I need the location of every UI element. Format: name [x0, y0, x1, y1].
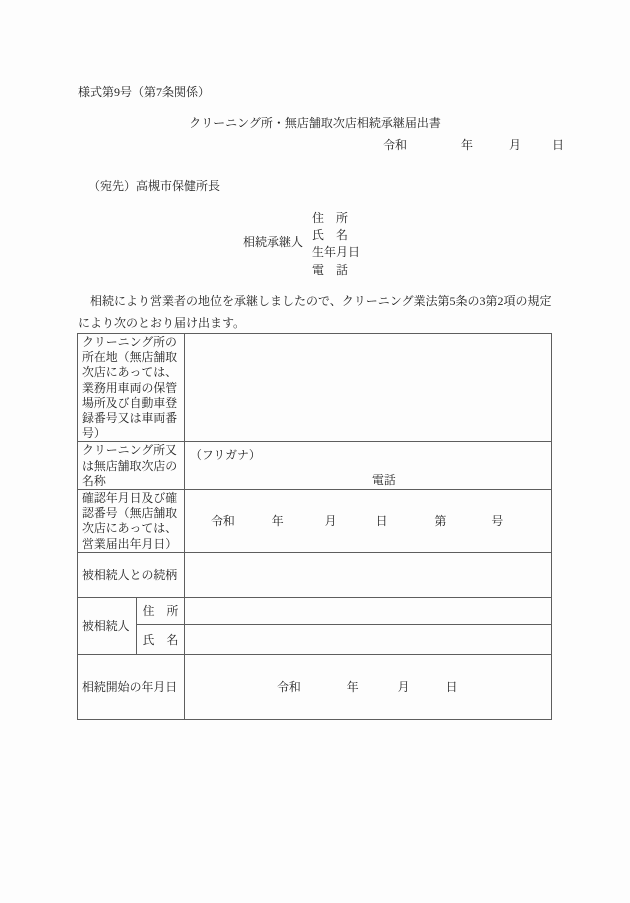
table-row [78, 597, 552, 624]
successor-phone-label: 電 話 [312, 262, 349, 277]
statement-line-2: により次のとおり届け出ます。 [78, 316, 246, 330]
inheritance-era-label: 令和 [277, 680, 301, 695]
confirmation-number-prefix-label: 第 [434, 514, 447, 529]
location-value-cell [185, 334, 552, 442]
table-row [78, 442, 552, 490]
inheritance-year-label: 年 [346, 680, 359, 695]
table-row [78, 552, 552, 597]
inheritance-start-label-cell: 相続開始の年月日 [78, 654, 185, 719]
table-row [78, 490, 552, 553]
confirmation-era-label: 令和 [211, 514, 235, 529]
header-era-label: 令和 [383, 138, 408, 152]
inheritance-day-label: 日 [445, 680, 458, 695]
confirmation-year-label: 年 [271, 514, 284, 529]
name-value-cell [185, 442, 552, 490]
table-row [78, 654, 552, 719]
successor-name-label: 氏 名 [312, 228, 349, 243]
location-label-cell: クリーニング所の所在地（無店舗取次店にあっては、業務用車両の保管場所及び自動車登録番号又は車両番号） [78, 334, 185, 442]
decedent-name-value-cell [185, 624, 552, 654]
header-month-label: 月 [509, 138, 522, 152]
header-day-label: 日 [552, 138, 565, 152]
relationship-label-cell: 被相続人との続柄 [78, 552, 185, 597]
successor-address-label: 住 所 [312, 211, 349, 225]
successor-birthdate-label: 生年月日 [312, 245, 361, 260]
inheritance-month-label: 月 [397, 680, 410, 695]
inheritance-start-date-cell [185, 654, 552, 719]
decedent-address-label-cell: 住 所 [137, 597, 185, 624]
table-row [78, 334, 552, 442]
decedent-label-cell: 被相続人 [78, 597, 137, 654]
addressee-label: （宛先）高槻市保健所長 [88, 179, 221, 193]
name-label-cell: クリーニング所又は無店舗取次店の名称 [78, 442, 185, 490]
successor-label: 相続承継人 [243, 235, 304, 249]
statement-line-1: 相続により営業者の地位を承継しましたので、クリーニング業法第5条の3第2項の規定 [78, 294, 552, 308]
form-title: クリーニング所・無店舗取次店相続承継届出書 [189, 116, 441, 130]
decedent-name-label-cell: 氏 名 [137, 624, 185, 654]
confirmation-label-cell: 確認年月日及び確認番号（無店舗取次店にあっては、営業届出年月日） [78, 490, 185, 553]
relationship-value-cell [185, 552, 552, 597]
phone-label: 電話 [372, 473, 396, 488]
form-number-label: 様式第9号（第7条関係） [78, 85, 211, 99]
table-row [78, 624, 552, 654]
confirmation-date-cell [185, 490, 552, 553]
confirmation-day-label: 日 [375, 514, 388, 529]
successor-fields [312, 210, 360, 279]
decedent-address-value-cell [185, 597, 552, 624]
confirmation-number-suffix-label: 号 [491, 514, 504, 529]
notification-statement [78, 290, 570, 334]
header-year-label: 年 [461, 138, 474, 152]
confirmation-month-label: 月 [324, 514, 337, 529]
form-table [77, 333, 552, 720]
furigana-label: （フリガナ） [190, 448, 261, 463]
header-date-line [78, 136, 578, 153]
